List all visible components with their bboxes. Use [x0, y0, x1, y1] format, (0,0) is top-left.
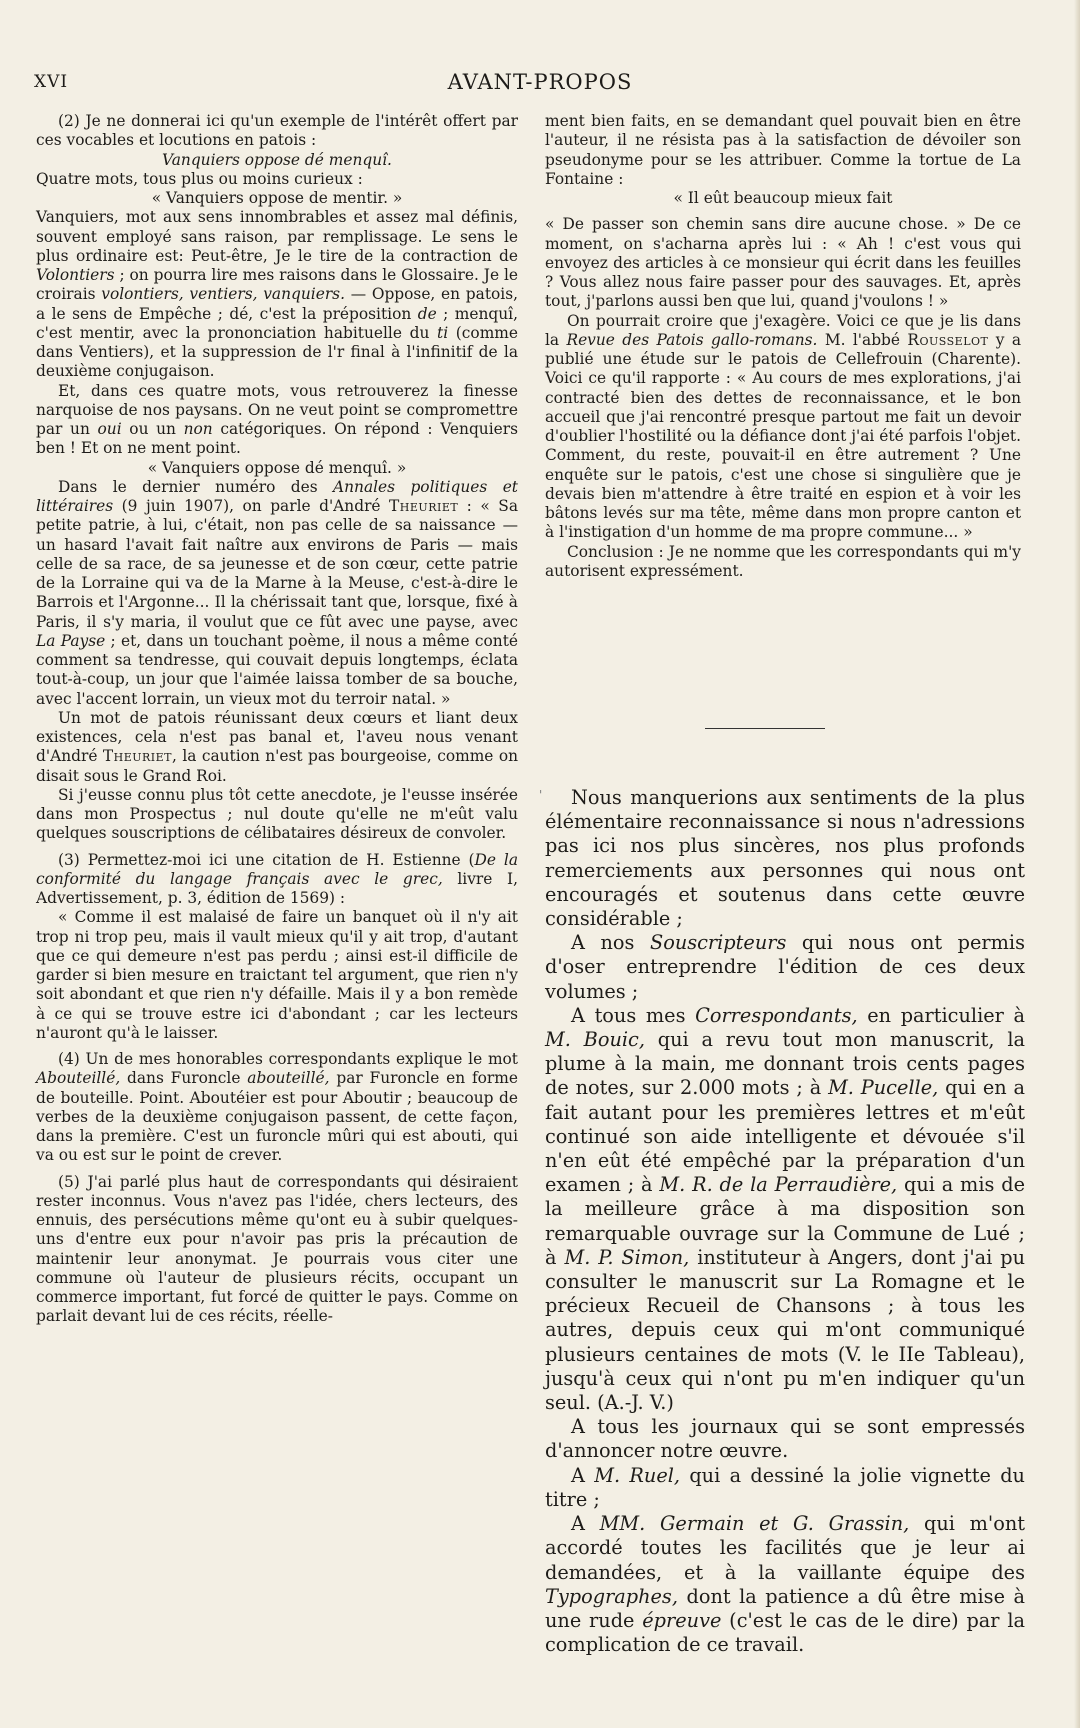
page-edge-shadow: [1074, 0, 1080, 1728]
text-run: Vanquiers, mot aux sens innombrables et assez mal définis, souvent employé sans raison, par remplissage. Le sens le plus ordinaire est: Peut-être, Je le tire de la contraction de: [36, 208, 518, 265]
text-run: M. l'abbé: [817, 330, 908, 349]
italic-text: Revue des Patois gallo-romans.: [566, 330, 818, 349]
text-run: ou un: [121, 420, 184, 438]
text-run: catégoriques. On répond : Venquiers ben ! Et on ne ment point.: [36, 420, 518, 458]
paragraph: [36, 709, 518, 786]
italic-text: abouteillé,: [247, 1069, 330, 1088]
paragraph: [36, 1173, 518, 1327]
text-run: qui en a fait autant pour les premières lettres et m'eût continué son aide intelligente et dévouée s'il n'en eût été empêché par la préparation d'un examen ; à: [545, 1076, 1026, 1197]
paragraph: [36, 459, 518, 478]
italic-text: M. Pucelle,: [828, 1076, 939, 1100]
text-run: « Comme il est malaisé de faire un banquet où il n'y ait trop ni trop peu, mais il vault mieux qu'il y ait trop, d'autant que ce qui demeure n'est pas perdu ; ainsi est-il difficile de garder si bien mesure en traictant tel argument, que rien n'y soit abondant et que rien n'y défaille. Mais il y a bon remède à ce qui se trouve estre ici d'abondant ; car les lecteurs n'auront qu'à le laisser.: [36, 908, 518, 1042]
text-run: « Il eût beaucoup mieux fait: [673, 189, 893, 207]
italic-text: oui: [97, 420, 122, 438]
italic-text: Vanquiers oppose dé menquî.: [162, 150, 392, 169]
paragraph: [36, 1050, 518, 1166]
text-run: (comme dans Ventiers), et la suppression de l'r final à l'infinitif de la deuxième conjugaison.: [36, 323, 518, 381]
small-caps-name: Theuriet: [102, 747, 173, 766]
text-run: instituteur à Angers, dont j'ai pu consulter le manuscrit sur La Romagne et le précieux Recueil de Chansons ; à tous les autres, depuis ceux qui m'ont communiqué plusieurs centaines de mots (V. le IIe Tableau), jusqu'à ceux qui n'ont pu m'en indiquer qu'un seul. (A.-J. V.): [545, 1245, 1025, 1415]
italic-text: MM. Germain et G. Grassin,: [599, 1512, 910, 1536]
paragraph: [36, 208, 518, 381]
text-run: en particulier à: [857, 1003, 1025, 1027]
text-run: (9 juin 1907), on parle d'André: [113, 497, 390, 515]
paragraph: [36, 112, 518, 151]
paragraph: [36, 478, 518, 709]
text-run: (c'est le cas de le dire) par la complication de ce travail.: [545, 1608, 1025, 1657]
paragraph: [545, 543, 1021, 582]
paragraph: [545, 112, 1021, 189]
text-run: « Vanquiers oppose dé menquî. »: [147, 458, 407, 477]
text-run: Nous manquerions aux sentiments de la plus élémentaire reconnaissance si nous n'adressions pas ici nos plus sincères, nos plus profonds remerciements aux personnes qui nous ont encouragés et soutenus dans cette œuvre considérable ;: [545, 786, 1025, 931]
text-run: qui a dessiné la jolie vignette du titre ;: [545, 1463, 1025, 1511]
paragraph: [545, 786, 1025, 931]
text-run: qui m'ont accordé toutes les facilités que je leur ai demandées, et à la vaillante équipe des: [545, 1512, 1026, 1584]
italic-text: Souscripteurs: [650, 931, 787, 955]
italic-text: La Payse: [36, 631, 106, 650]
text-run: dans Furoncle: [120, 1069, 248, 1088]
text-run: ; on pourra lire mes raisons dans le Glossaire. Je le croirais: [36, 266, 518, 304]
acknowledgements-section: [539, 786, 1026, 1657]
text-run: On pourrait croire que j'exagère. Voici ce que je lis dans la: [545, 311, 1021, 349]
text-run: — Oppose, en patois, a le sens de Empêche ; dé, c'est la préposition: [36, 285, 518, 323]
italic-text: Volontiers: [36, 266, 115, 284]
text-run: Conclusion : Je ne nomme que les correspondants qui m'y autorisent expressément.: [545, 542, 1021, 580]
page-header: [34, 72, 1046, 98]
paragraph: [545, 215, 1021, 311]
right-column-footnotes: [545, 112, 1021, 581]
page-number: XVI: [34, 72, 69, 92]
text-run: Quatre mots, tous plus ou moins curieux :: [36, 169, 363, 188]
text-run: dont la patience a dû être mise à une rude: [545, 1584, 1025, 1632]
text-run: ; et, dans un touchant poème, il nous a même conté comment sa tendresse, qui couvait depuis longtemps, éclata tout-à-coup, un jour que l'aimée laissa tomber de sa bouche, avec l'accent lorrain, un vieux mot du terroir natal. »: [36, 631, 518, 708]
paragraph: [545, 1004, 1025, 1415]
text-run: (3) Permettez-moi ici une citation de H. Estienne (: [58, 850, 475, 869]
italic-text: Correspondants,: [695, 1003, 858, 1027]
italic-text: épreuve: [642, 1608, 722, 1632]
text-run: A: [571, 1512, 600, 1536]
text-run: ment bien faits, en se demandant quel pouvait bien en être l'auteur, il ne résista pas à la satisfaction de dévoiler son pseudonyme pour se les attribuer. Comme la tortue de La Fontaine :: [545, 112, 1021, 188]
text-run: qui nous ont permis d'oser entreprendre l'édition de ces deux volumes ;: [545, 931, 1025, 1003]
text-run: ; menquî, c'est mentir, avec la prononciation habituelle du: [36, 304, 518, 342]
text-run: Dans le dernier numéro des: [58, 477, 333, 496]
small-caps-name: Theuriet: [389, 497, 459, 515]
paragraph: [36, 786, 518, 844]
text-run: (2) Je ne donnerai ici qu'un exemple de l'intérêt offert par ces vocables et locutions en patois :: [36, 112, 518, 150]
italic-text: Annales politiques et littéraires: [36, 477, 518, 515]
small-caps-name: Rousselot: [907, 330, 989, 349]
text-run: qui a mis de la meilleure grâce à ma disposition son remarquable ouvrage sur la Commune de Lué ; à: [545, 1173, 1025, 1269]
margin-mark: ': [539, 788, 543, 802]
paragraph: [36, 151, 518, 170]
text-run: par Furoncle en forme de bouteille. Point. Aboutéier est pour Aboutir ; beaucoup de verbes de la deuxième conjugaison passent, de cette façon, dans la première. C'est un furoncle mûri qui est abouti, qui va ou est sur le point de crever.: [36, 1069, 518, 1165]
text-run: A tous les journaux qui se sont empressés d'annoncer notre œuvre.: [545, 1415, 1025, 1463]
paragraph: [36, 851, 518, 909]
italic-text: non: [183, 420, 213, 438]
left-column-footnotes: [36, 112, 518, 1327]
paragraph: [545, 1415, 1025, 1463]
italic-text: ti: [437, 323, 449, 342]
text-run: livre I, Advertissement, p. 3, édition de 1569) :: [36, 869, 519, 907]
italic-text: volontiers, ventiers, vanquiers.: [101, 285, 345, 304]
section-divider: [705, 728, 825, 729]
text-run: A: [571, 1463, 595, 1487]
text-run: « De passer son chemin sans dire aucune chose. » De ce moment, on s'acharna après lui : « Ah ! c'est vous qui envoyez des articles à ce monsieur qui écrit dans les feuilles ? Vous allez nous faire passer pour des sauvages. Et, après tout, j'parlons aussi ben que lui, quand j'voulons ! »: [545, 215, 1021, 311]
paragraph: [545, 931, 1025, 1004]
text-run: Un mot de patois réunissant deux cœurs et liant deux existences, cela n'est pas banal et, l'aveu nous venant d'André: [36, 708, 518, 766]
text-run: : « Sa petite patrie, à lui, c'était, non pas celle de sa naissance — un hasard l'avait fait naître aux environs de Paris — mais celle de sa race, de sa jeunesse et de son cœur, cette patrie de la Lorraine qui va de la Marne à la Meuse, c'est-à-dire le Barrois et l'Argonne... Il la chérissait tant que, lorsque, fixé à Paris, il s'y maria, il voulut que ce fût avec une payse, avec: [36, 497, 518, 631]
italic-text: M. Bouic,: [545, 1028, 645, 1052]
text-run: Si j'eusse connu plus tôt cette anecdote, je l'eusse insérée dans mon Prospectus ; nul doute qu'elle ne m'eût valu quelques souscriptions de célibataires désireux de convoler.: [36, 785, 518, 843]
italic-text: Typographes,: [545, 1584, 678, 1608]
italic-text: M. P. Simon,: [564, 1245, 690, 1269]
italic-text: de: [417, 304, 437, 323]
paragraph: [545, 1512, 1025, 1657]
italic-text: Abouteillé,: [36, 1069, 121, 1088]
italic-text: M. Ruel,: [594, 1463, 681, 1487]
paragraph: [545, 189, 1021, 208]
paragraph: [545, 1464, 1025, 1512]
paragraph: [36, 189, 518, 208]
paragraph: [36, 170, 518, 189]
text-run: (5) J'ai parlé plus haut de correspondants qui désiraient rester inconnus. Vous n'avez pas l'idée, chers lecteurs, des ennuis, des persécutions même qu'ont eu à subir quelques-uns d'entre eux pour n'avoir pas pris la précaution de maintenir leur anonymat. Je pourrais vous citer une commune où l'auteur de plusieurs récits, occupant un commerce important, fut forcé de quitter le pays. Comme on parlait devant lui de ces récits, réelle-: [36, 1172, 518, 1326]
paragraph: [36, 382, 518, 459]
text-run: A tous mes: [571, 1003, 696, 1027]
text-run: Et, dans ces quatre mots, vous retrouverez la finesse narquoise de nos paysans. On ne veut point se compromettre par un: [36, 381, 518, 438]
text-run: (4) Un de mes honorables correspondants explique le mot: [58, 1050, 518, 1068]
text-run: « Vanquiers oppose de mentir. »: [151, 189, 403, 207]
text-run: , la caution n'est pas bourgeoise, comme on disait sous le Grand Roi.: [36, 747, 518, 785]
paragraph: [36, 908, 518, 1043]
text-run: qui a revu tout mon manuscrit, la plume à la main, me donnant trois cents pages de notes, sur 2.000 mots ; à: [545, 1028, 1025, 1100]
text-run: y a publié une étude sur le patois de Cellefrouin (Charente). Voici ce qu'il rapporte : « Au cours de mes explorations, j'ai contracté bien des dettes de reconnaissance, et le bon accueil que j'ai rencontré presque partout me fait un devoir d'oublier l'hostilité ou la défiance dont j'ai été parfois l'objet. Comment, du reste, pouvait-il en être autrement ? Une enquête sur le patois, c'est une chose si singulière que je devais bien m'attendre à être traité en espion et à voir les bâtons levés sur ma tête, même dans mon propre canton et à l'instigation d'un homme de ma propre commune... »: [545, 330, 1021, 542]
text-run: A nos: [571, 931, 650, 955]
running-title: AVANT-PROPOS: [447, 70, 633, 94]
italic-text: M. R. de la Perraudière,: [659, 1173, 898, 1197]
italic-text: De la conformité du langage français avec le grec,: [36, 850, 518, 888]
paragraph: [545, 312, 1021, 543]
